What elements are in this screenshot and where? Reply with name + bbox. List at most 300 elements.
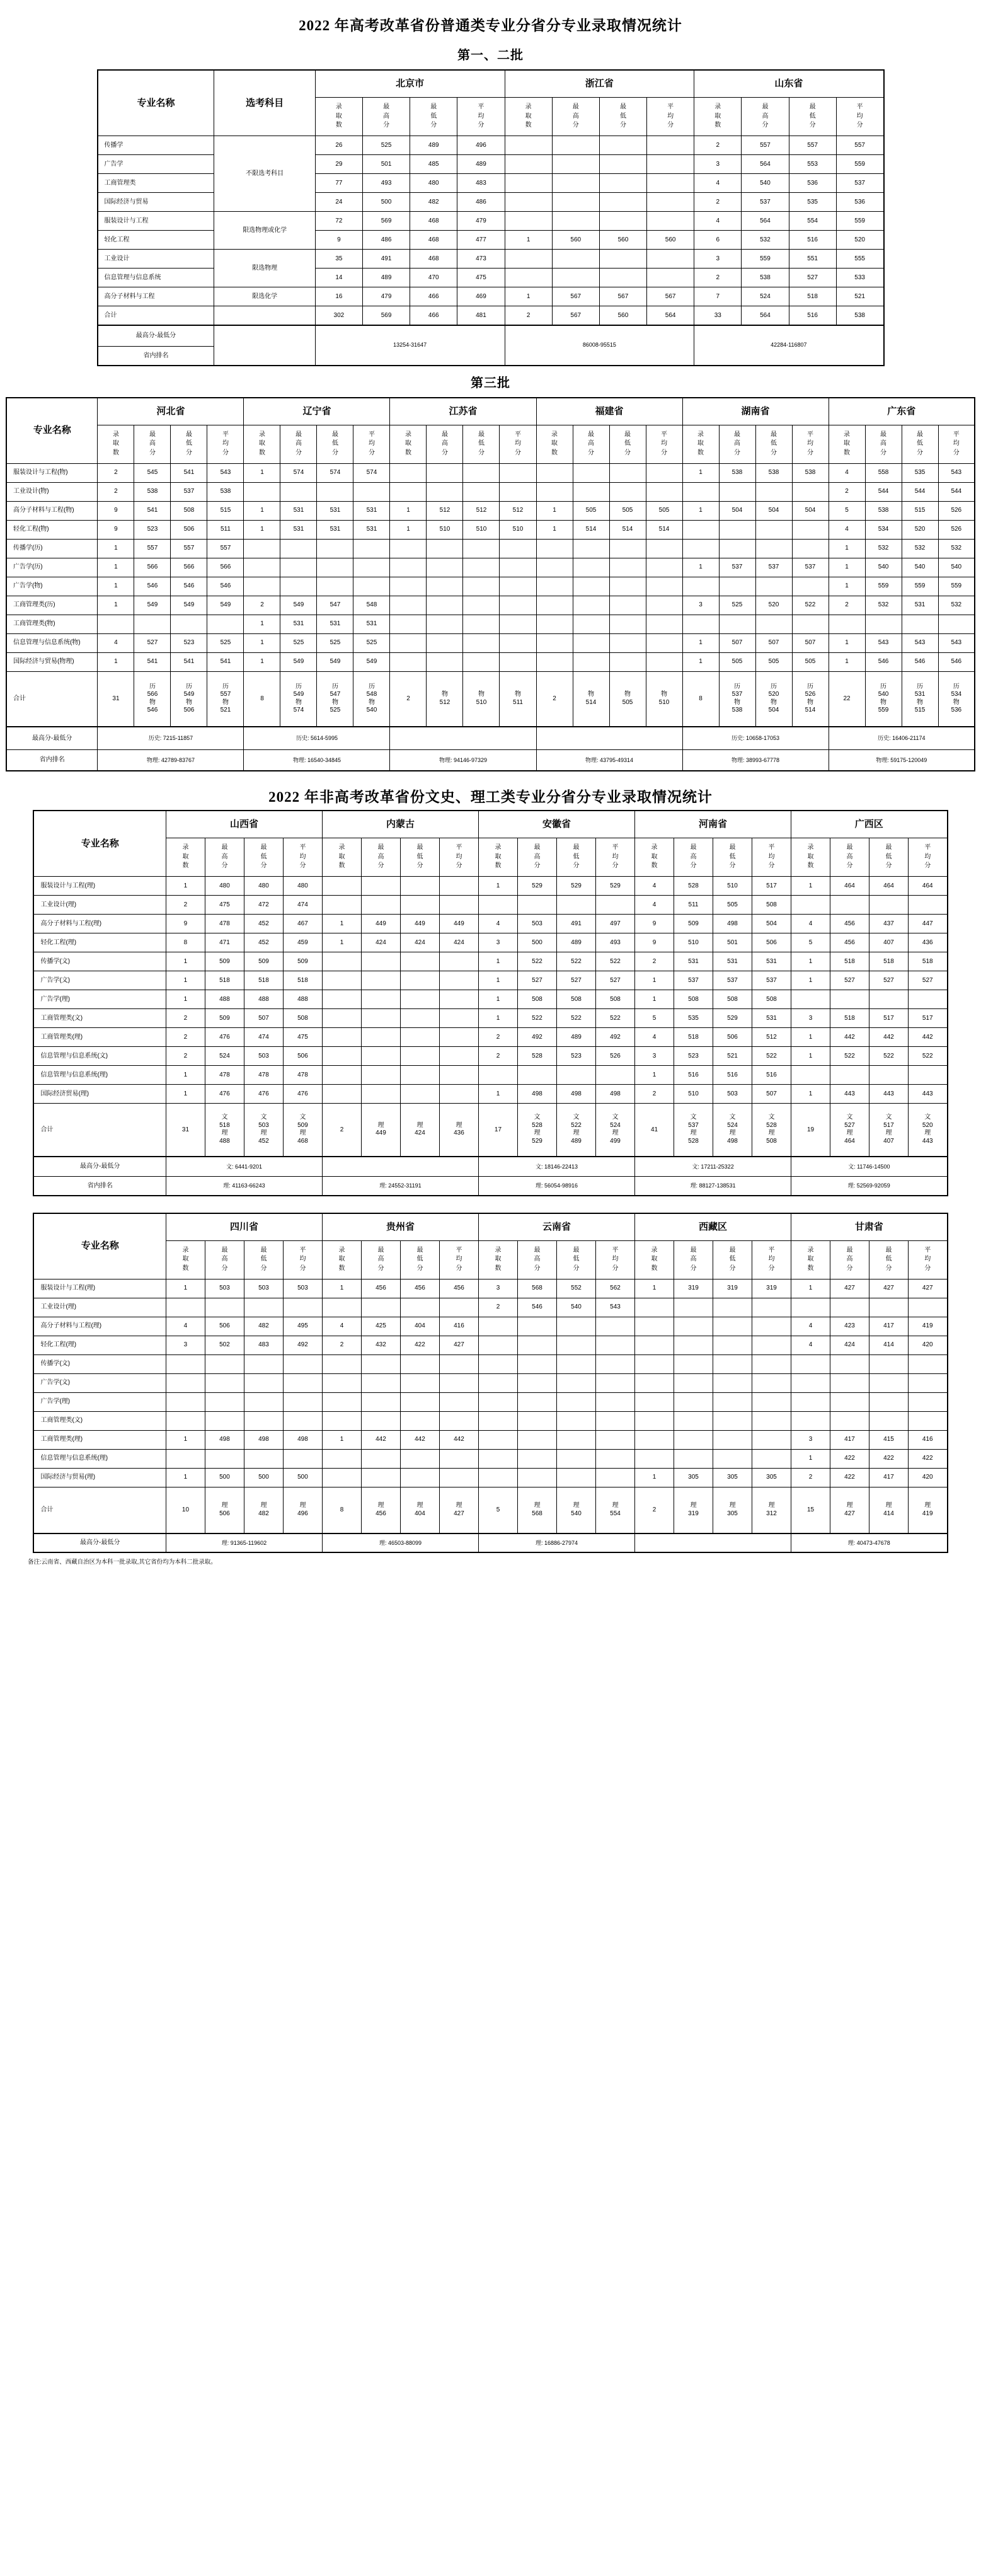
cell-value: 4 (322, 1317, 361, 1336)
cell-value (536, 463, 573, 482)
cell-value: 9 (166, 915, 205, 933)
cell-value: 425 (361, 1317, 400, 1336)
cell-value: 423 (830, 1317, 869, 1336)
col-header-min: 最 低 分 (556, 1240, 595, 1279)
cell-value: 522 (909, 1047, 948, 1066)
col-header-max: 最 高 分 (719, 425, 755, 463)
cell-value (869, 990, 909, 1009)
cell-major-name: 国际经济与贸易(物理) (6, 652, 98, 671)
cell-value: 488 (283, 990, 322, 1009)
cell-total-count: 22 (829, 671, 865, 727)
cell-value (317, 577, 353, 596)
cell-value: 442 (439, 1430, 478, 1449)
col-header-enroll: 录 取 数 (694, 98, 742, 136)
col-header-min: 最 低 分 (400, 838, 439, 877)
cell-value: 520 (902, 520, 938, 539)
cell-value: 3 (478, 1279, 517, 1298)
cell-value: 4 (829, 463, 865, 482)
cell-value: 422 (869, 1449, 909, 1468)
cell-value: 531 (353, 615, 390, 633)
cell-value: 559 (938, 577, 975, 596)
cell-value: 456 (830, 915, 869, 933)
cell-value (478, 1392, 517, 1411)
cell-value: 521 (713, 1047, 752, 1066)
cell-value: 506 (283, 1047, 322, 1066)
cell-value (719, 482, 755, 501)
cell-value: 1 (505, 287, 552, 306)
cell-value: 4 (791, 1336, 830, 1354)
cell-value: 512 (752, 1028, 791, 1047)
cell-value: 517 (909, 1009, 948, 1028)
cell-elective: 限选物理或化学 (214, 212, 315, 250)
cell-value (573, 633, 609, 652)
cell-value: 509 (205, 1009, 244, 1028)
table-total-row (33, 1487, 947, 1533)
cell-value: 1 (478, 971, 517, 990)
cell-value: 531 (713, 952, 752, 971)
cell-value (755, 482, 792, 501)
cell-major-name: 国际经济与贸易(理) (33, 1468, 166, 1487)
cell-value (909, 1411, 948, 1430)
cell-value (280, 577, 317, 596)
cell-value: 1 (791, 1449, 830, 1468)
cell-value: 476 (205, 1028, 244, 1047)
cell-value: 16 (315, 287, 362, 306)
cell-value (478, 1336, 517, 1354)
cell-value: 6 (694, 231, 742, 250)
cell-value: 537 (752, 971, 791, 990)
cell-value: 3 (682, 596, 719, 615)
cell-value (244, 1373, 283, 1392)
table-range-row (98, 325, 884, 347)
table-row (33, 1411, 947, 1430)
col-header-max: 最 高 分 (830, 1240, 869, 1279)
cell-major-name: 广告学(历) (6, 558, 98, 577)
cell-value (244, 1411, 283, 1430)
cell-value (647, 136, 694, 155)
cell-value: 534 (865, 520, 902, 539)
cell-major-name: 服装设计与工程 (98, 212, 214, 231)
cell-value: 436 (909, 933, 948, 952)
cell-value (166, 1449, 205, 1468)
cell-value (390, 596, 427, 615)
cell-value (400, 1392, 439, 1411)
cell-value (353, 539, 390, 558)
cell-rank-range: 理: 40473-47678 (791, 1533, 948, 1552)
cell-value (609, 633, 646, 652)
cell-value (595, 1336, 634, 1354)
cell-value: 427 (869, 1279, 909, 1298)
cell-value: 4 (166, 1317, 205, 1336)
cell-value (500, 615, 536, 633)
col-header-max: 最 高 分 (517, 838, 556, 877)
cell-value (609, 577, 646, 596)
cell-value: 509 (244, 952, 283, 971)
table1-wrapper (0, 69, 981, 366)
cell-value (207, 615, 244, 633)
cell-rank-value: 理: 52569-92059 (791, 1177, 948, 1196)
cell-value (400, 1085, 439, 1104)
cell-value (609, 596, 646, 615)
col-header-enroll: 录 取 数 (478, 1240, 517, 1279)
cell-value: 422 (830, 1449, 869, 1468)
cell-value (752, 1430, 791, 1449)
cell-value: 2 (478, 1047, 517, 1066)
cell-total-value: 文 503 理 452 (244, 1104, 283, 1157)
table-total-row (33, 1104, 947, 1157)
table-row (33, 1085, 947, 1104)
cell-value: 1 (829, 577, 865, 596)
cell-value: 567 (599, 287, 646, 306)
cell-value (556, 1066, 595, 1085)
cell-value (755, 539, 792, 558)
cell-value: 2 (829, 482, 865, 501)
cell-value: 459 (283, 933, 322, 952)
cell-value (361, 1373, 400, 1392)
cell-value (792, 520, 829, 539)
cell-total-value: 文 524 理 499 (595, 1104, 634, 1157)
col-header-enroll: 录 取 数 (682, 425, 719, 463)
cell-value (353, 558, 390, 577)
cell-value: 2 (166, 896, 205, 915)
cell-value: 514 (646, 520, 682, 539)
header-province: 湖南省 (682, 398, 829, 425)
cell-value: 496 (457, 136, 505, 155)
footnote: 备注:云南省、西藏自治区为本科一批录取,其它省份均为本科二批录取。 (28, 1559, 217, 1566)
cell-value (830, 1298, 869, 1317)
cell-value: 508 (752, 990, 791, 1009)
cell-value: 527 (909, 971, 948, 990)
cell-value (283, 1411, 322, 1430)
cell-total-value: 历 534 物 536 (938, 671, 975, 727)
cell-value (400, 1066, 439, 1085)
cell-value: 35 (315, 250, 362, 269)
cell-value: 1 (791, 1085, 830, 1104)
cell-value: 518 (830, 1009, 869, 1028)
cell-value: 509 (283, 952, 322, 971)
cell-value: 517 (869, 1009, 909, 1028)
cell-value: 518 (909, 952, 948, 971)
cell-value: 26 (315, 136, 362, 155)
cell-total-value: 466 (410, 306, 457, 325)
cell-value: 4 (829, 520, 865, 539)
cell-value: 543 (902, 633, 938, 652)
cell-value (439, 990, 478, 1009)
cell-total-value: 文 537 理 528 (674, 1104, 713, 1157)
cell-value (552, 136, 599, 155)
cell-value (713, 1298, 752, 1317)
cell-value: 525 (719, 596, 755, 615)
cell-value: 541 (171, 463, 207, 482)
table-batch-1-2 (97, 69, 885, 366)
cell-value (205, 1298, 244, 1317)
cell-total-value: 理 496 (283, 1487, 322, 1533)
table-row (33, 1354, 947, 1373)
header-province: 广东省 (829, 398, 975, 425)
cell-value (390, 463, 427, 482)
cell-value (556, 896, 595, 915)
cell-value: 525 (317, 633, 353, 652)
col-header-avg: 平 均 分 (595, 838, 634, 877)
cell-value (166, 1411, 205, 1430)
cell-value: 475 (457, 269, 505, 287)
cell-value: 452 (244, 915, 283, 933)
col-header-enroll: 录 取 数 (505, 98, 552, 136)
cell-value (646, 558, 682, 577)
cell-value (595, 1449, 634, 1468)
cell-value (552, 193, 599, 212)
cell-value: 538 (134, 482, 171, 501)
cell-value: 2 (694, 136, 742, 155)
cell-rank-value: 物理: 59175-120049 (829, 749, 975, 771)
cell-value: 520 (755, 596, 792, 615)
table-row (33, 877, 947, 896)
cell-value (609, 615, 646, 633)
cell-value: 531 (317, 501, 353, 520)
col-header-min: 最 低 分 (869, 1240, 909, 1279)
cell-rank-range: 86008-95515 (505, 325, 694, 366)
cell-value: 504 (752, 915, 791, 933)
cell-total-value: 538 (836, 306, 883, 325)
cell-value: 1 (635, 971, 674, 990)
cell-value (361, 1047, 400, 1066)
cell-major-name: 轻化工程(物) (6, 520, 98, 539)
cell-total-value: 理 419 (909, 1487, 948, 1533)
cell-value (517, 1317, 556, 1336)
cell-value: 489 (556, 933, 595, 952)
col-header-avg: 平 均 分 (938, 425, 975, 463)
cell-value: 540 (938, 558, 975, 577)
cell-value (573, 558, 609, 577)
cell-value: 524 (742, 287, 789, 306)
cell-value (609, 463, 646, 482)
cell-value: 467 (283, 915, 322, 933)
cell-value (478, 1317, 517, 1336)
cell-value: 7 (694, 287, 742, 306)
cell-value: 2 (694, 193, 742, 212)
cell-total-count: 17 (478, 1104, 517, 1157)
cell-total-value: 历 547 物 525 (317, 671, 353, 727)
col-header-avg: 平 均 分 (836, 98, 883, 136)
cell-value (646, 539, 682, 558)
cell-major-name: 工商管理类(文) (33, 1411, 166, 1430)
cell-value: 547 (317, 596, 353, 615)
cell-value (427, 577, 463, 596)
cell-value: 4 (635, 1028, 674, 1047)
cell-value: 546 (938, 652, 975, 671)
cell-value: 518 (283, 971, 322, 990)
cell-major-name: 广告学(物) (6, 577, 98, 596)
cell-value (400, 1411, 439, 1430)
cell-value: 527 (830, 971, 869, 990)
cell-value: 505 (609, 501, 646, 520)
cell-value: 537 (742, 193, 789, 212)
cell-value (791, 1298, 830, 1317)
cell-value (400, 1373, 439, 1392)
cell-value: 449 (439, 915, 478, 933)
cell-value: 538 (792, 463, 829, 482)
cell-value (573, 596, 609, 615)
cell-value (244, 539, 280, 558)
cell-value: 559 (836, 212, 883, 231)
cell-value: 540 (556, 1298, 595, 1317)
cell-value: 2 (478, 1298, 517, 1317)
cell-total-label: 合计 (98, 306, 214, 325)
table-rank-row (33, 1177, 947, 1196)
cell-total-count: 2 (635, 1487, 674, 1533)
cell-value: 498 (556, 1085, 595, 1104)
cell-value: 532 (865, 539, 902, 558)
col-header-max: 最 高 分 (362, 98, 410, 136)
cell-value (322, 1047, 361, 1066)
cell-value (536, 558, 573, 577)
cell-rank-label: 省内排名 (98, 347, 214, 366)
header-province: 安徽省 (478, 811, 634, 838)
col-header-enroll: 录 取 数 (322, 1240, 361, 1279)
cell-total-value: 历 557 物 521 (207, 671, 244, 727)
cell-value: 9 (635, 915, 674, 933)
cell-value (478, 1066, 517, 1085)
cell-value: 4 (694, 212, 742, 231)
cell-value: 559 (902, 577, 938, 596)
cell-major-name: 工商管理类(理) (33, 1430, 166, 1449)
cell-value (595, 1373, 634, 1392)
cell-value (909, 1354, 948, 1373)
col-header-avg: 平 均 分 (207, 425, 244, 463)
cell-value: 479 (362, 287, 410, 306)
cell-value: 449 (400, 915, 439, 933)
cell-value: 525 (362, 136, 410, 155)
cell-value: 535 (674, 1009, 713, 1028)
cell-value (536, 577, 573, 596)
cell-major-name: 高分子材料与工程(理) (33, 915, 166, 933)
cell-value: 492 (283, 1336, 322, 1354)
cell-value: 475 (205, 896, 244, 915)
cell-value: 522 (517, 1009, 556, 1028)
cell-value (439, 877, 478, 896)
cell-value: 493 (595, 933, 634, 952)
table-range-row (33, 1157, 947, 1177)
col-header-avg: 平 均 分 (752, 838, 791, 877)
cell-value (361, 1392, 400, 1411)
cell-value: 492 (517, 1028, 556, 1047)
cell-value (322, 1354, 361, 1373)
col-header-avg: 平 均 分 (909, 1240, 948, 1279)
cell-value: 475 (283, 1028, 322, 1047)
cell-value (505, 193, 552, 212)
cell-value: 447 (909, 915, 948, 933)
cell-value: 419 (909, 1317, 948, 1336)
cell-value: 3 (635, 1047, 674, 1066)
cell-value: 526 (938, 520, 975, 539)
cell-value (713, 1411, 752, 1430)
header-major-name: 专业名称 (6, 398, 98, 464)
cell-value: 537 (755, 558, 792, 577)
cell-value (517, 1392, 556, 1411)
cell-value (556, 1354, 595, 1373)
cell-value (478, 1354, 517, 1373)
cell-value: 505 (719, 652, 755, 671)
cell-range-label: 最高分-最低分 (33, 1157, 166, 1177)
cell-value: 508 (171, 501, 207, 520)
cell-value: 522 (830, 1047, 869, 1066)
table-row (6, 558, 975, 577)
cell-value: 1 (536, 520, 573, 539)
col-header-max: 最 高 分 (674, 838, 713, 877)
cell-value: 2 (98, 482, 134, 501)
cell-value: 523 (674, 1047, 713, 1066)
table-header-row (33, 1213, 947, 1241)
cell-value: 1 (322, 1430, 361, 1449)
cell-value: 500 (244, 1468, 283, 1487)
cell-value: 482 (410, 193, 457, 212)
cell-rank-range: 理: 46503-88099 (322, 1533, 478, 1552)
col-header-min: 最 低 分 (902, 425, 938, 463)
cell-value (166, 1392, 205, 1411)
cell-value (322, 990, 361, 1009)
cell-value: 500 (205, 1468, 244, 1487)
cell-range-label: 最高分-最低分 (98, 325, 214, 347)
cell-value: 1 (98, 652, 134, 671)
cell-value (830, 990, 869, 1009)
cell-value (536, 615, 573, 633)
col-header-max: 最 高 分 (517, 1240, 556, 1279)
col-header-min: 最 低 分 (713, 838, 752, 877)
cell-total-value: 物 510 (646, 671, 682, 727)
cell-value (283, 1354, 322, 1373)
header-major-name: 专业名称 (33, 811, 166, 877)
table2-wrapper (0, 397, 981, 772)
cell-empty (214, 325, 315, 366)
cell-value: 557 (171, 539, 207, 558)
cell-value: 537 (171, 482, 207, 501)
cell-value (792, 539, 829, 558)
cell-value: 4 (635, 877, 674, 896)
cell-value (599, 212, 646, 231)
table-row (98, 212, 884, 231)
cell-total-value: 理 404 (400, 1487, 439, 1533)
cell-value: 1 (791, 1047, 830, 1066)
table-rank-row (6, 749, 975, 771)
subtitle-batch-1-2: 第一、二批 (457, 49, 524, 62)
cell-value (361, 1411, 400, 1430)
table-row (98, 287, 884, 306)
cell-value: 546 (207, 577, 244, 596)
cell-value: 489 (410, 136, 457, 155)
col-header-max: 最 高 分 (361, 1240, 400, 1279)
cell-major-name: 服装设计与工程(物) (6, 463, 98, 482)
cell-value: 464 (909, 877, 948, 896)
cell-value: 536 (836, 193, 883, 212)
cell-value: 531 (280, 520, 317, 539)
cell-value: 498 (244, 1430, 283, 1449)
cell-rank-range: 文: 17211-25322 (635, 1157, 791, 1177)
cell-value: 549 (171, 596, 207, 615)
cell-value (635, 1411, 674, 1430)
cell-value: 478 (205, 1066, 244, 1085)
cell-value: 522 (517, 952, 556, 971)
cell-value: 522 (556, 952, 595, 971)
cell-value (361, 1354, 400, 1373)
cell-rank-value: 理: 24552-31191 (322, 1177, 478, 1196)
cell-value: 505 (755, 652, 792, 671)
header-province: 西藏区 (635, 1213, 791, 1241)
cell-value (869, 896, 909, 915)
cell-total-value: 历 549 物 506 (171, 671, 207, 727)
cell-major-name: 轻化工程(理) (33, 1336, 166, 1354)
cell-value: 518 (674, 1028, 713, 1047)
cell-value: 482 (244, 1317, 283, 1336)
